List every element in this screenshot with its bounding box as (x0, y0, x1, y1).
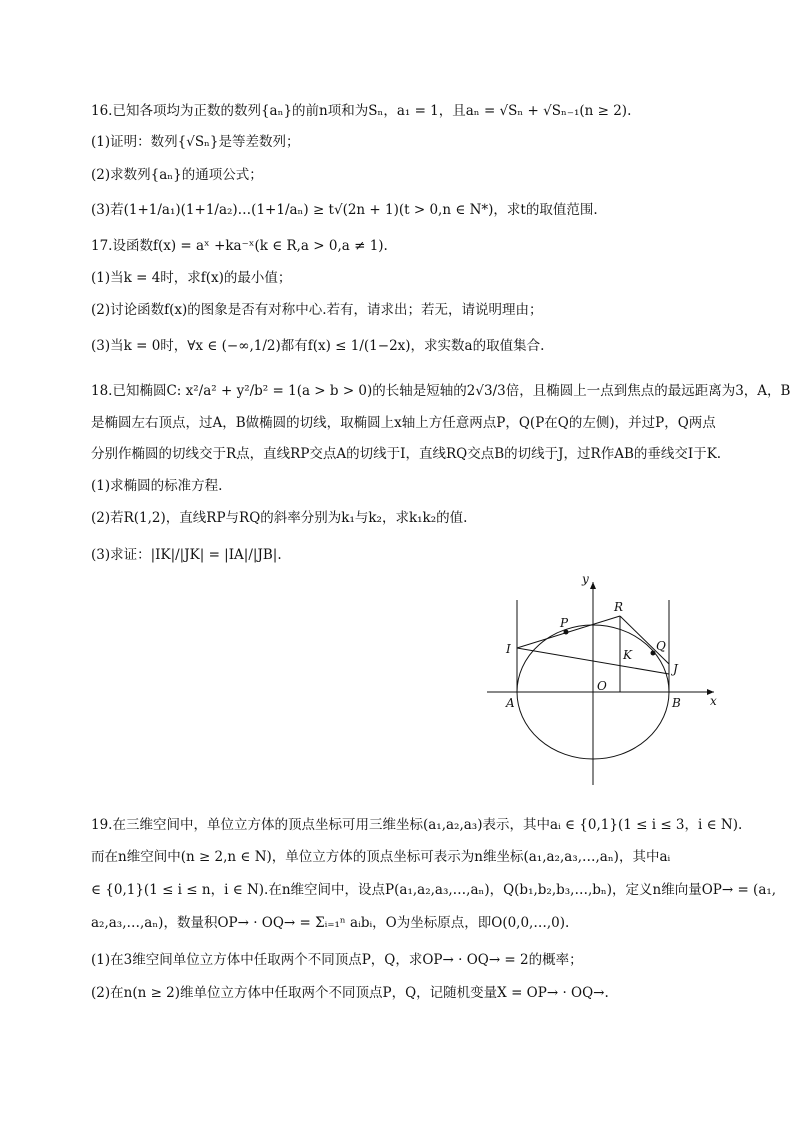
label-Q: Q (656, 639, 666, 653)
label-y: y (582, 572, 589, 586)
point-Q (651, 651, 656, 656)
q19-part1: (1)在3维空间单位立方体中任取两个不同顶点P，Q，求OP→ · OQ→ = 2的概率； (91, 952, 583, 968)
label-I: I (506, 642, 511, 656)
q17-part1: (1)当k = 4时，求f(x)的最小值； (91, 270, 292, 286)
q18-part2: (2)若R(1,2)，直线RP与RQ的斜率分别为k₁与k₂，求k₁k₂的值. (91, 510, 468, 526)
label-B: B (672, 696, 681, 710)
q16-part1: (1)证明：数列{√Sₙ}是等差数列； (91, 134, 300, 150)
ellipse-tangent-figure (480, 570, 730, 795)
q19-line4: a₂,a₃,…,aₙ)，数量积OP→ · OQ→ = Σᵢ₌₁ⁿ aᵢbᵢ，O为坐标原点，即O(0,0,…,0). (91, 915, 570, 931)
label-R: R (614, 600, 624, 614)
label-J: J (673, 662, 678, 676)
q17-stem: 17.设函数f(x) = aˣ +ka⁻ˣ(k ∈ R,a > 0,a ≠ 1). (91, 238, 388, 254)
q18-stem-line3: 分别作椭圆的切线交于R点，直线RP交点A的切线于I，直线RQ交点B的切线于J，过R作AB的垂线交I于K. (91, 446, 722, 462)
label-K: K (623, 648, 632, 662)
q18-stem-line1: 18.已知椭圆C: x²/a² + y²/b² = 1(a > b > 0)的长轴是短轴的2√3/3倍，且椭圆上一点到焦点的最远距离为3，A，B (91, 383, 791, 399)
point-P (564, 630, 569, 635)
q19-line2: 而在n维空间中(n ≥ 2,n ∈ N)，单位立方体的顶点坐标可表示为n维坐标(a₁,a₂,a₃,…,aₙ)，其中aᵢ (91, 849, 671, 865)
q16-stem: 16.已知各项均为正数的数列{aₙ}的前n项和为Sₙ，a₁ = 1，且aₙ = √Sₙ + √Sₙ₋₁(n ≥ 2). (91, 103, 632, 119)
q19-line3: ∈ {0,1}(1 ≤ i ≤ n，i ∈ N).在n维空间中，设点P(a₁,a₂,a₃,…,aₙ)，Q(b₁,b₂,b₃,…,bₙ)，定义n维向量OP→ = (a₁, (91, 882, 777, 898)
q19-line1: 19.在三维空间中，单位立方体的顶点坐标可用三维坐标(a₁,a₂,a₃)表示，其中aᵢ ∈ {0,1}(1 ≤ i ≤ 3，i ∈ N). (91, 817, 743, 833)
q17-part3: (3)当k = 0时，∀x ∈ (−∞,1/2)都有f(x) ≤ 1/(1−2x)，求实数a的取值集合. (91, 338, 545, 354)
q17-part2: (2)讨论函数f(x)的图象是否有对称中心.若有，请求出；若无，请说明理由； (91, 302, 543, 318)
label-P: P (560, 616, 569, 630)
q18-stem-line2: 是椭圆左右顶点，过A，B做椭圆的切线，取椭圆上x轴上方任意两点P，Q(P在Q的左侧)，并过P，Q两点 (91, 415, 716, 431)
y-axis-arrow (590, 582, 596, 589)
label-x: x (710, 694, 717, 708)
label-A: A (506, 696, 515, 710)
q18-part3: (3)求证：|IK|/|JK| = |IA|/|JB|. (91, 547, 282, 563)
q19-part2: (2)在n(n ≥ 2)维单位立方体中任取两个不同顶点P，Q，记随机变量X = OP→ · OQ→. (91, 985, 609, 1001)
label-O: O (597, 679, 607, 693)
q16-part2: (2)求数列{aₙ}的通项公式； (91, 167, 263, 183)
q18-part1: (1)求椭圆的标准方程. (91, 478, 223, 494)
q16-part3: (3)若(1+1/a₁)(1+1/a₂)…(1+1/aₙ) ≥ t√(2n + 1)(t > 0,n ∈ N*)，求t的取值范围. (91, 202, 598, 218)
